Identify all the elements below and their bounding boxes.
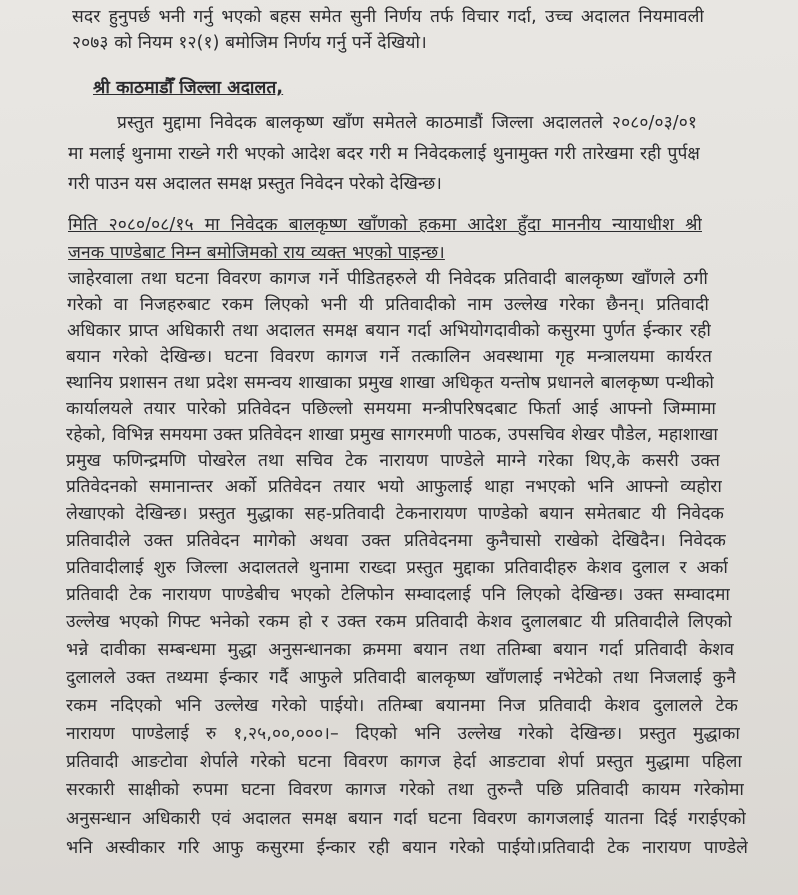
text-line: जाहेरवाला तथा घटना विवरण कागज गर्ने पीडितहरुले यी निवेदक प्रतिवादी बालकृष्ण खाँणले ठगी <box>68 269 708 289</box>
text-line: गरेको वा निजहरुबाट रकम लिएको भनी यी प्रतिवादीको नाम उल्लेख गरेका छैनन्। प्रतिवादी <box>67 295 709 315</box>
text-line: प्रतिवादीलाई शुरु जिल्ला अदालतले थुनामा राख्दा प्रस्तुत मुद्दाका प्रतिवादीहरु केशव दुलाल र अर्का <box>66 558 728 578</box>
text-line: प्रतिवादी आङटोवा शेर्पाले गरेको घटना विवरण कागज हेर्दा आङटावा शेर्पा प्रस्तुत मुद्धामा पहिला <box>66 752 742 772</box>
text-line: लेखाएको देखिन्छ। प्रस्तुत मुद्धाका सह-प्रतिवादी टेकनारायण पाण्डेको बयान समेतबाट यी निवेदक <box>66 504 724 524</box>
text-line: प्रस्तुत मुद्दामा निवेदक बालकृष्ण खाँण समेतले काठमाडौं जिल्ला अदालतले २०८०/०३/०१ <box>117 113 697 133</box>
text-line: सरकारी साक्षीको रुपमा घटना विवरण कागज गरेको तथा तुरुन्तै पछि प्रतिवादी कायम गरेकोमा <box>66 780 744 800</box>
section-heading: श्री काठमाडौँ जिल्ला अदालत, <box>93 78 284 98</box>
subheading-line: मिति २०८०/०८/१५ मा निवेदक बालकृष्ण खाँणको हकमा आदेश हुँदा माननीय न्यायाधीश श्री <box>68 215 702 235</box>
text-line: मा मलाई थुनामा राख्ने गरी भएको आदेश बदर गरी म निवेदकलाई थुनामुक्त गरी तारेखमा रही पुर्पक्ष <box>68 144 700 164</box>
text-line: उल्लेख भएको गिफ्ट भनेको रकम हो र उक्त रकम प्रतिवादी केशव दुलालबाट यी प्रतिवादीले लिएको <box>66 612 732 632</box>
text-line: भन्ने दावीका सम्बन्धमा मुद्धा अनुसन्धानका क्रममा बयान तथा ततिम्बा बयान गर्दा प्रतिवादी केशव <box>66 640 734 660</box>
text-line: नारायण पाण्डेलाई रु १,२५,००,०००।– दिएको भनि उल्लेख गरेको देखिन्छ। प्रस्तुत मुद्धाका <box>66 724 740 744</box>
text-line: प्रतिवादी टेक नारायण पाण्डेबीच भएको टेलिफोन सम्वादलाई पनि लिएको देखिन्छ। उक्त सम्वादमा <box>66 585 730 605</box>
text-line: गरी पाउन यस अदालत समक्ष प्रस्तुत निवेदन परेको देखिन्छ। <box>68 174 442 194</box>
text-line: रहेको, विभिन्न समयमा उक्त प्रतिवेदन शाखा प्रमुख सागरमणी पाठक, उपसचिव शेखर पौडेल, महाशाखा <box>66 425 718 445</box>
text-line: स्थानिय प्रशासन तथा प्रदेश समन्वय शाखाका प्रमुख शाखा अधिकृत यन्तोष प्रधानले बालकृष्ण पन्थीको <box>66 373 714 393</box>
text-line: अनुसन्धान अधिकारी एवं अदालत समक्ष बयान गर्दा घटना विवरण कागजलाई यातना दिई गराईएको <box>66 809 746 829</box>
text-line: कार्यालयले तयार पारेको प्रतिवेदन पछिल्लो समयमा मन्त्रीपरिषदबाट फिर्ता आई आफ्नो जिम्मामा <box>66 399 716 419</box>
text-line: प्रतिवादीले उक्त प्रतिवेदन मागेको अथवा उक्त प्रतिवेदनमा कुनैचासो राखेको देखिदैन। निवेदक <box>66 531 726 551</box>
subheading-line: जनक पाण्डेबाट निम्न बमोजिमको राय व्यक्त भएको पाइन्छ। <box>68 243 445 263</box>
text-line: सदर हुनुपर्छ भनी गर्नु भएको बहस समेत सुनी निर्णय तर्फ विचार गर्दा, उच्च अदालत नियमावली <box>72 7 704 27</box>
text-line: अधिकार प्राप्त अधिकारी तथा अदालत समक्ष बयान गर्दा अभियोगदावीको कसुरमा पुर्णत ईन्कार रही <box>67 321 711 341</box>
text-line: २०७३ को नियम १२(१) बमोजिम निर्णय गर्नु पर्ने देखियो। <box>72 33 427 53</box>
text-line: भनि अस्वीकार गरि आफु कसुरमा ईन्कार रही बयान गरेको पाईयो।प्रतिवादी टेक नारायण पाण्डेले <box>66 838 748 858</box>
text-line: बयान गरेको देखिन्छ। घटना विवरण कागज गर्ने तत्कालिन अवस्थामा गृह मन्त्रालयमा कार्यरत <box>66 347 712 367</box>
text-line: रकम नदिएको भनि उल्लेख गरेको पाईयो। ततिम्बा बयानमा निज प्रतिवादी केशव दुलालले टेक <box>66 696 738 716</box>
text-line: दुलालले उक्त तथ्यमा ईन्कार गर्दै आफुले प्रतिवादी बालकृष्ण खाँणलाई नभेटेको तथा निजलाई कुनै <box>66 668 736 688</box>
text-line: प्रतिवेदनको समानान्तर अर्को प्रतिवेदन तयार भयो आफुलाई थाहा नभएको भनि आफ्नो व्यहोरा <box>66 477 722 497</box>
text-line: प्रमुख फणिन्द्रमणि पोखरेल तथा सचिव टेक नारायण पाण्डेले माग्ने गरेका थिए,के कसरी उक्त <box>66 451 720 471</box>
